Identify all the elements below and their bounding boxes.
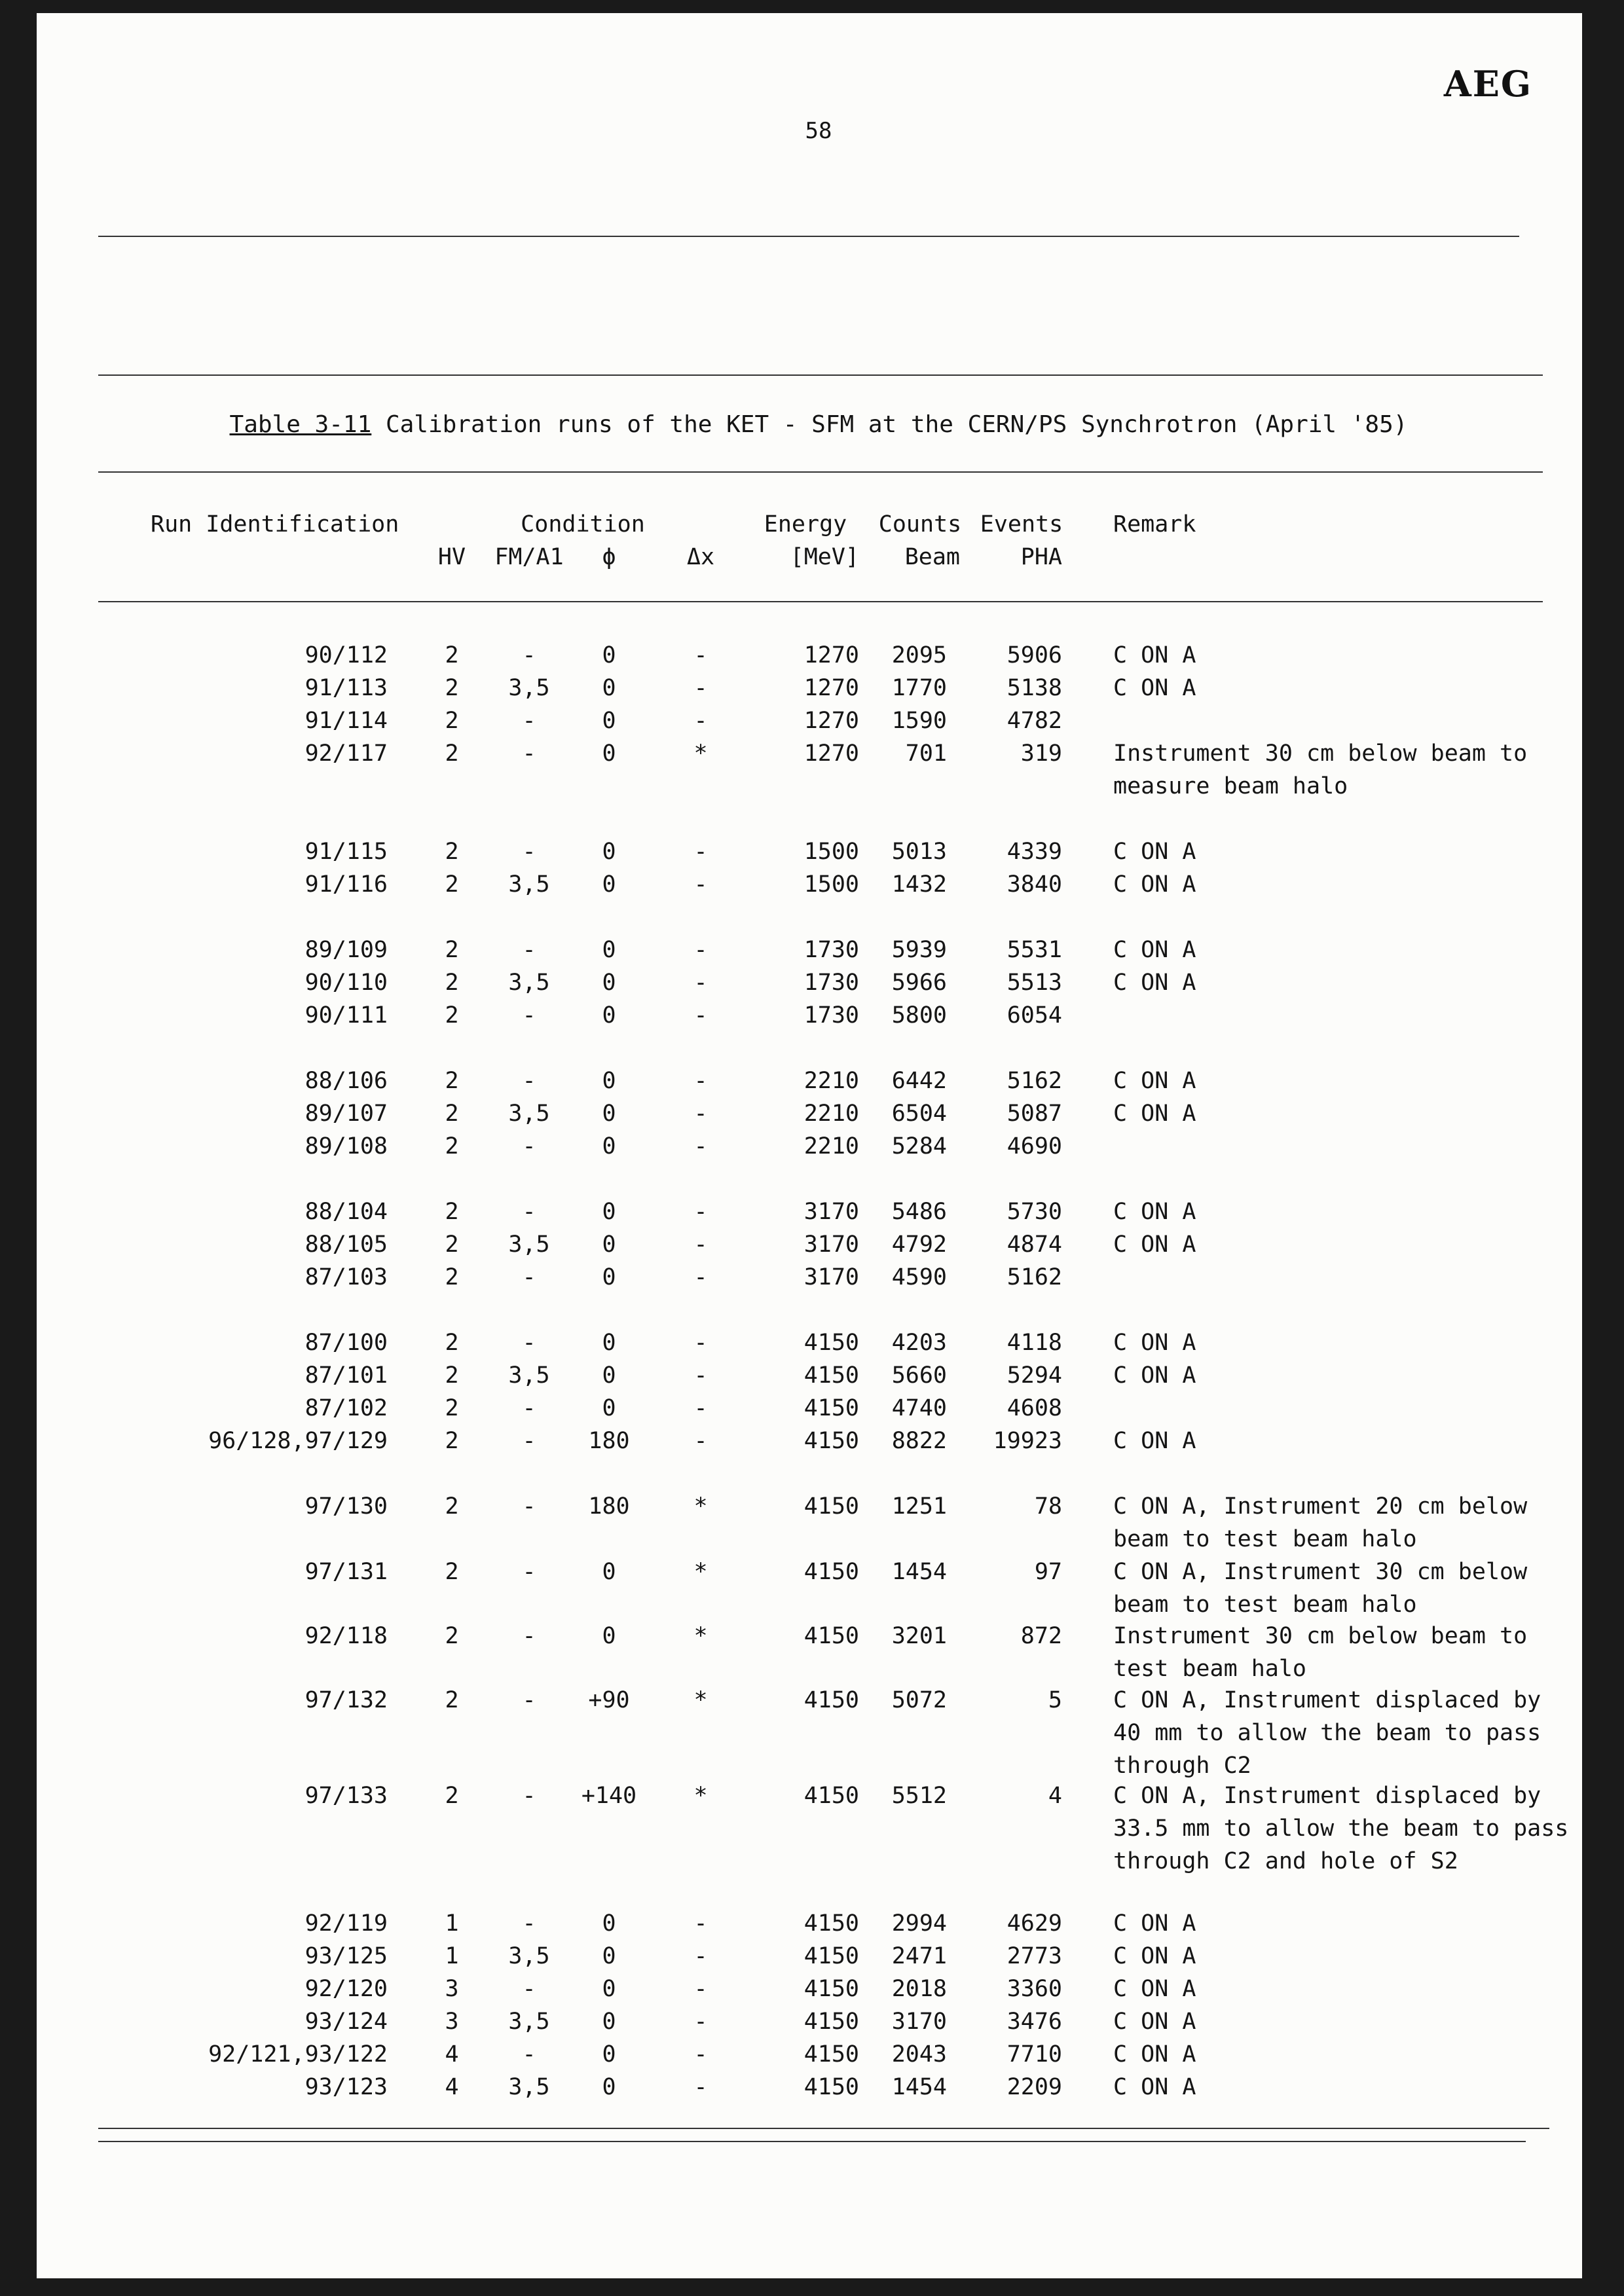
cell-energy: 1500 (803, 839, 859, 865)
cell-events: 5294 (1006, 1362, 1062, 1389)
cell-dx: * (693, 740, 708, 767)
cell-events: 3476 (1006, 2009, 1062, 2035)
cell-energy: 2210 (803, 1068, 859, 1094)
cell-phi: 0 (602, 1330, 616, 1356)
cell-dx: - (693, 642, 708, 668)
cell-remark: C ON A (1113, 871, 1196, 898)
cell-dx: * (693, 1623, 708, 1649)
cell-dx: - (693, 1330, 708, 1356)
cell-hv: 2 (445, 970, 459, 996)
cell-counts: 1454 (891, 1559, 947, 1585)
cell-fm: - (522, 839, 536, 865)
cell-run: 97/133 (304, 1783, 388, 1809)
cell-events: 4629 (1006, 1910, 1062, 1937)
cell-energy: 1500 (803, 871, 859, 898)
cell-run: 87/103 (304, 1264, 388, 1290)
header-counts-beam: Beam (904, 544, 960, 570)
cell-fm: - (522, 1428, 536, 1454)
cell-energy: 1270 (803, 675, 859, 701)
cell-run: 93/124 (304, 2009, 388, 2035)
cell-energy: 4150 (803, 1330, 859, 1356)
header-fm-a1: FM/A1 (494, 544, 564, 570)
cell-run: 93/123 (304, 2074, 388, 2100)
cell-energy: 4150 (803, 1395, 859, 1421)
cell-fm: - (522, 1559, 536, 1585)
cell-counts: 3201 (891, 1623, 947, 1649)
cell-events: 4 (1048, 1783, 1062, 1809)
cell-fm: - (522, 2041, 536, 2068)
cell-run: 97/131 (304, 1559, 388, 1585)
cell-counts: 1770 (891, 675, 947, 701)
cell-energy: 4150 (803, 1783, 859, 1809)
cell-dx: - (693, 937, 708, 963)
cell-remark: C ON A (1113, 1231, 1196, 1258)
header-rule (98, 601, 1543, 602)
cell-dx: - (693, 1264, 708, 1290)
cell-energy: 4150 (803, 1362, 859, 1389)
header-events-pha: PHA (1020, 544, 1062, 570)
cell-counts: 8822 (891, 1428, 947, 1454)
cell-dx: * (693, 1559, 708, 1585)
cell-remark: C ON A (1113, 1362, 1196, 1389)
cell-phi: 0 (602, 1002, 616, 1029)
header-phi: ϕ (602, 544, 616, 570)
cell-fm: 3,5 (508, 1231, 550, 1258)
cell-fm: - (522, 1395, 536, 1421)
cell-counts: 5660 (891, 1362, 947, 1389)
cell-counts: 6504 (891, 1101, 947, 1127)
cell-fm: - (522, 1264, 536, 1290)
cell-fm: - (522, 937, 536, 963)
cell-hv: 2 (445, 1783, 459, 1809)
cell-events: 4874 (1006, 1231, 1062, 1258)
cell-energy: 4150 (803, 1910, 859, 1937)
header-condition: Condition (521, 511, 645, 538)
cell-dx: * (693, 1493, 708, 1520)
cell-dx: - (693, 708, 708, 734)
cell-events: 4782 (1006, 708, 1062, 734)
cell-fm: - (522, 1133, 536, 1159)
cell-hv: 2 (445, 642, 459, 668)
cell-phi: 0 (602, 2074, 616, 2100)
cell-remark: C ON A (1113, 1976, 1196, 2002)
cell-hv: 1 (445, 1910, 459, 1937)
cell-hv: 1 (445, 1943, 459, 1969)
cell-hv: 2 (445, 1493, 459, 1520)
table-caption (98, 411, 1539, 438)
cell-events: 78 (1034, 1493, 1062, 1520)
cell-hv: 4 (445, 2041, 459, 2068)
cell-remark: C ON A (1113, 1910, 1196, 1937)
cell-energy: 1270 (803, 740, 859, 767)
bottom-rule-1 (98, 2128, 1549, 2129)
cell-dx: - (693, 1068, 708, 1094)
cell-events: 872 (1020, 1623, 1062, 1649)
cell-events: 97 (1034, 1559, 1062, 1585)
cell-dx: - (693, 871, 708, 898)
cell-remark: C ON A (1113, 2041, 1196, 2068)
cell-run: 88/106 (304, 1068, 388, 1094)
cell-remark: C ON A, Instrument 30 cm below beam to test beam halo (1113, 1559, 1528, 1618)
cell-phi: 0 (602, 1910, 616, 1937)
cell-run: 92/120 (304, 1976, 388, 2002)
cell-fm: - (522, 1910, 536, 1937)
cell-counts: 1590 (891, 708, 947, 734)
cell-counts: 2471 (891, 1943, 947, 1969)
cell-counts: 5512 (891, 1783, 947, 1809)
cell-counts: 5486 (891, 1199, 947, 1225)
header-energy: Energy (764, 511, 847, 538)
cell-remark: C ON A (1113, 642, 1196, 668)
cell-run: 89/107 (304, 1101, 388, 1127)
cell-hv: 2 (445, 1231, 459, 1258)
header-energy-unit: [MeV] (790, 544, 859, 570)
cell-run: 97/130 (304, 1493, 388, 1520)
cell-energy: 3170 (803, 1231, 859, 1258)
cell-phi: 0 (602, 708, 616, 734)
cell-hv: 2 (445, 1395, 459, 1421)
cell-energy: 4150 (803, 1943, 859, 1969)
cell-energy: 4150 (803, 2009, 859, 2035)
cell-fm: - (522, 708, 536, 734)
cell-phi: 0 (602, 839, 616, 865)
cell-fm: 3,5 (508, 970, 550, 996)
cell-run: 89/109 (304, 937, 388, 963)
cell-fm: - (522, 1068, 536, 1094)
cell-hv: 2 (445, 1133, 459, 1159)
cell-remark: C ON A (1113, 1428, 1196, 1454)
cell-energy: 2210 (803, 1101, 859, 1127)
cell-counts: 6442 (891, 1068, 947, 1094)
cell-fm: - (522, 1330, 536, 1356)
cell-run: 91/114 (304, 708, 388, 734)
cell-energy: 1270 (803, 708, 859, 734)
cell-counts: 5800 (891, 1002, 947, 1029)
cell-run: 90/111 (304, 1002, 388, 1029)
cell-fm: 3,5 (508, 2074, 550, 2100)
cell-hv: 3 (445, 2009, 459, 2035)
cell-phi: 0 (602, 871, 616, 898)
bottom-rule-2 (98, 2141, 1526, 2142)
cell-dx: * (693, 1783, 708, 1809)
header-counts: Counts (878, 511, 962, 538)
cell-phi: 0 (602, 740, 616, 767)
cell-counts: 5966 (891, 970, 947, 996)
cell-phi: +140 (581, 1783, 637, 1809)
cell-phi: 0 (602, 1976, 616, 2002)
cell-remark: C ON A (1113, 839, 1196, 865)
cell-phi: 0 (602, 2009, 616, 2035)
cell-fm: 3,5 (508, 871, 550, 898)
cell-counts: 1454 (891, 2074, 947, 2100)
cell-hv: 2 (445, 937, 459, 963)
cell-hv: 2 (445, 1330, 459, 1356)
cell-run: 87/100 (304, 1330, 388, 1356)
cell-run: 96/128,97/129 (208, 1428, 388, 1454)
cell-dx: - (693, 1976, 708, 2002)
cell-energy: 1270 (803, 642, 859, 668)
cell-remark: C ON A (1113, 2009, 1196, 2035)
cell-dx: - (693, 1362, 708, 1389)
cell-remark: Instrument 30 cm below beam to test beam halo (1113, 1623, 1528, 1682)
cell-phi: 180 (588, 1428, 630, 1454)
cell-counts: 4792 (891, 1231, 947, 1258)
cell-remark: C ON A (1113, 970, 1196, 996)
cell-phi: 0 (602, 1559, 616, 1585)
cell-counts: 5939 (891, 937, 947, 963)
cell-hv: 2 (445, 1101, 459, 1127)
page-number: 58 (805, 118, 832, 144)
cell-fm: - (522, 740, 536, 767)
cell-events: 5 (1048, 1687, 1062, 1713)
cell-run: 87/102 (304, 1395, 388, 1421)
cell-run: 88/105 (304, 1231, 388, 1258)
cell-fm: 3,5 (508, 675, 550, 701)
cell-events: 4339 (1006, 839, 1062, 865)
cell-events: 319 (1020, 740, 1062, 767)
cell-dx: - (693, 1133, 708, 1159)
cell-energy: 4150 (803, 2041, 859, 2068)
cell-fm: 3,5 (508, 1362, 550, 1389)
cell-dx: - (693, 1002, 708, 1029)
cell-counts: 1432 (891, 871, 947, 898)
cell-run: 91/113 (304, 675, 388, 701)
cell-phi: 0 (602, 1199, 616, 1225)
cell-remark: C ON A (1113, 2074, 1196, 2100)
cell-events: 5531 (1006, 937, 1062, 963)
cell-hv: 2 (445, 1199, 459, 1225)
cell-phi: +90 (588, 1687, 630, 1713)
cell-hv: 2 (445, 1559, 459, 1585)
cell-hv: 2 (445, 1002, 459, 1029)
cell-remark: C ON A (1113, 1330, 1196, 1356)
cell-fm: - (522, 1002, 536, 1029)
cell-hv: 2 (445, 675, 459, 701)
cell-hv: 2 (445, 1068, 459, 1094)
cell-energy: 4150 (803, 2074, 859, 2100)
cell-dx: - (693, 1428, 708, 1454)
cell-dx: - (693, 2074, 708, 2100)
cell-events: 4608 (1006, 1395, 1062, 1421)
cell-counts: 4203 (891, 1330, 947, 1356)
cell-hv: 2 (445, 839, 459, 865)
cell-hv: 2 (445, 871, 459, 898)
cell-phi: 0 (602, 970, 616, 996)
cell-remark: Instrument 30 cm below beam to measure beam halo (1113, 740, 1528, 799)
cell-energy: 1730 (803, 937, 859, 963)
cell-run: 91/115 (304, 839, 388, 865)
cell-events: 2773 (1006, 1943, 1062, 1969)
cell-counts: 2994 (891, 1910, 947, 1937)
cell-hv: 4 (445, 2074, 459, 2100)
cell-dx: - (693, 839, 708, 865)
cell-hv: 2 (445, 1687, 459, 1713)
cell-remark: C ON A (1113, 1068, 1196, 1094)
cell-dx: - (693, 970, 708, 996)
cell-fm: - (522, 1493, 536, 1520)
cell-remark: C ON A (1113, 937, 1196, 963)
cell-energy: 4150 (803, 1687, 859, 1713)
cell-events: 7710 (1006, 2041, 1062, 2068)
cell-energy: 4150 (803, 1623, 859, 1649)
table-caption-id: Table 3-11 (229, 411, 372, 438)
cell-dx: - (693, 2009, 708, 2035)
cell-run: 92/121,93/122 (208, 2041, 388, 2068)
caption-rule (98, 471, 1543, 473)
cell-events: 2209 (1006, 2074, 1062, 2100)
cell-dx: - (693, 675, 708, 701)
cell-hv: 2 (445, 1362, 459, 1389)
cell-phi: 0 (602, 1101, 616, 1127)
cell-run: 91/116 (304, 871, 388, 898)
cell-run: 88/104 (304, 1199, 388, 1225)
cell-counts: 2018 (891, 1976, 947, 2002)
cell-phi: 0 (602, 1068, 616, 1094)
cell-dx: - (693, 1199, 708, 1225)
cell-fm: 3,5 (508, 1943, 550, 1969)
cell-phi: 0 (602, 675, 616, 701)
cell-dx: - (693, 1101, 708, 1127)
cell-run: 90/112 (304, 642, 388, 668)
cell-hv: 2 (445, 1623, 459, 1649)
cell-energy: 4150 (803, 1976, 859, 2002)
cell-events: 4690 (1006, 1133, 1062, 1159)
cell-phi: 180 (588, 1493, 630, 1520)
cell-counts: 3170 (891, 2009, 947, 2035)
cell-run: 93/125 (304, 1943, 388, 1969)
cell-hv: 2 (445, 1264, 459, 1290)
cell-counts: 5072 (891, 1687, 947, 1713)
cell-phi: 0 (602, 1395, 616, 1421)
cell-events: 5162 (1006, 1264, 1062, 1290)
cell-phi: 0 (602, 642, 616, 668)
header-delta-x: Δx (686, 544, 715, 570)
header-remark: Remark (1113, 511, 1196, 538)
cell-hv: 2 (445, 740, 459, 767)
cell-fm: - (522, 1623, 536, 1649)
cell-counts: 5013 (891, 839, 947, 865)
cell-events: 3360 (1006, 1976, 1062, 2002)
header-events: Events (980, 511, 1063, 538)
cell-counts: 4740 (891, 1395, 947, 1421)
cell-energy: 3170 (803, 1264, 859, 1290)
cell-events: 6054 (1006, 1002, 1062, 1029)
cell-fm: - (522, 642, 536, 668)
cell-events: 5162 (1006, 1068, 1062, 1094)
cell-fm: - (522, 1976, 536, 2002)
cell-events: 5513 (1006, 970, 1062, 996)
cell-dx: - (693, 1231, 708, 1258)
cell-dx: - (693, 1395, 708, 1421)
header-hv: HV (437, 544, 466, 570)
cell-phi: 0 (602, 1264, 616, 1290)
aeg-logo: AEG (1443, 63, 1532, 105)
cell-counts: 701 (905, 740, 947, 767)
cell-events: 5906 (1006, 642, 1062, 668)
cell-phi: 0 (602, 1133, 616, 1159)
cell-counts: 4590 (891, 1264, 947, 1290)
cell-remark: C ON A, Instrument displaced by 40 mm to allow the beam to pass through C2 (1113, 1687, 1541, 1779)
cell-counts: 5284 (891, 1133, 947, 1159)
cell-phi: 0 (602, 1231, 616, 1258)
cell-events: 4118 (1006, 1330, 1062, 1356)
cell-dx: * (693, 1687, 708, 1713)
cell-fm: 3,5 (508, 2009, 550, 2035)
cell-energy: 4150 (803, 1428, 859, 1454)
cell-remark: C ON A (1113, 1199, 1196, 1225)
cell-phi: 0 (602, 1623, 616, 1649)
cell-phi: 0 (602, 1362, 616, 1389)
cell-counts: 2095 (891, 642, 947, 668)
cell-hv: 3 (445, 1976, 459, 2002)
cell-fm: - (522, 1199, 536, 1225)
cell-remark: C ON A (1113, 675, 1196, 701)
cell-run: 90/110 (304, 970, 388, 996)
cell-events: 5087 (1006, 1101, 1062, 1127)
cell-fm: 3,5 (508, 1101, 550, 1127)
cell-events: 3840 (1006, 871, 1062, 898)
cell-energy: 4150 (803, 1493, 859, 1520)
cell-run: 97/132 (304, 1687, 388, 1713)
cell-energy: 1730 (803, 970, 859, 996)
cell-fm: - (522, 1783, 536, 1809)
cell-phi: 0 (602, 1943, 616, 1969)
cell-dx: - (693, 1943, 708, 1969)
cell-run: 89/108 (304, 1133, 388, 1159)
cell-energy: 1730 (803, 1002, 859, 1029)
cell-run: 92/118 (304, 1623, 388, 1649)
cell-run: 92/117 (304, 740, 388, 767)
cell-energy: 4150 (803, 1559, 859, 1585)
cell-remark: C ON A (1113, 1943, 1196, 1969)
cell-remark: C ON A (1113, 1101, 1196, 1127)
cell-fm: - (522, 1687, 536, 1713)
cell-events: 5138 (1006, 675, 1062, 701)
table-caption-text: Calibration runs of the KET - SFM at the CERN/PS Synchrotron (April '85) (371, 411, 1408, 438)
cell-counts: 1251 (891, 1493, 947, 1520)
cell-dx: - (693, 2041, 708, 2068)
top-rule (98, 236, 1519, 237)
cell-hv: 2 (445, 1428, 459, 1454)
cell-events: 19923 (993, 1428, 1062, 1454)
cell-phi: 0 (602, 937, 616, 963)
cell-phi: 0 (602, 2041, 616, 2068)
cell-energy: 2210 (803, 1133, 859, 1159)
cell-dx: - (693, 1910, 708, 1937)
cell-counts: 2043 (891, 2041, 947, 2068)
cell-run: 92/119 (304, 1910, 388, 1937)
cell-run: 87/101 (304, 1362, 388, 1389)
cell-remark: C ON A, Instrument 20 cm below beam to test beam halo (1113, 1493, 1528, 1552)
cell-remark: C ON A, Instrument displaced by 33.5 mm to allow the beam to pass through C2 and hole of S2 (1113, 1783, 1569, 1874)
cell-energy: 3170 (803, 1199, 859, 1225)
header-run-identification: Run Identification (151, 511, 399, 538)
cell-events: 5730 (1006, 1199, 1062, 1225)
cell-hv: 2 (445, 708, 459, 734)
section-rule (98, 374, 1543, 376)
